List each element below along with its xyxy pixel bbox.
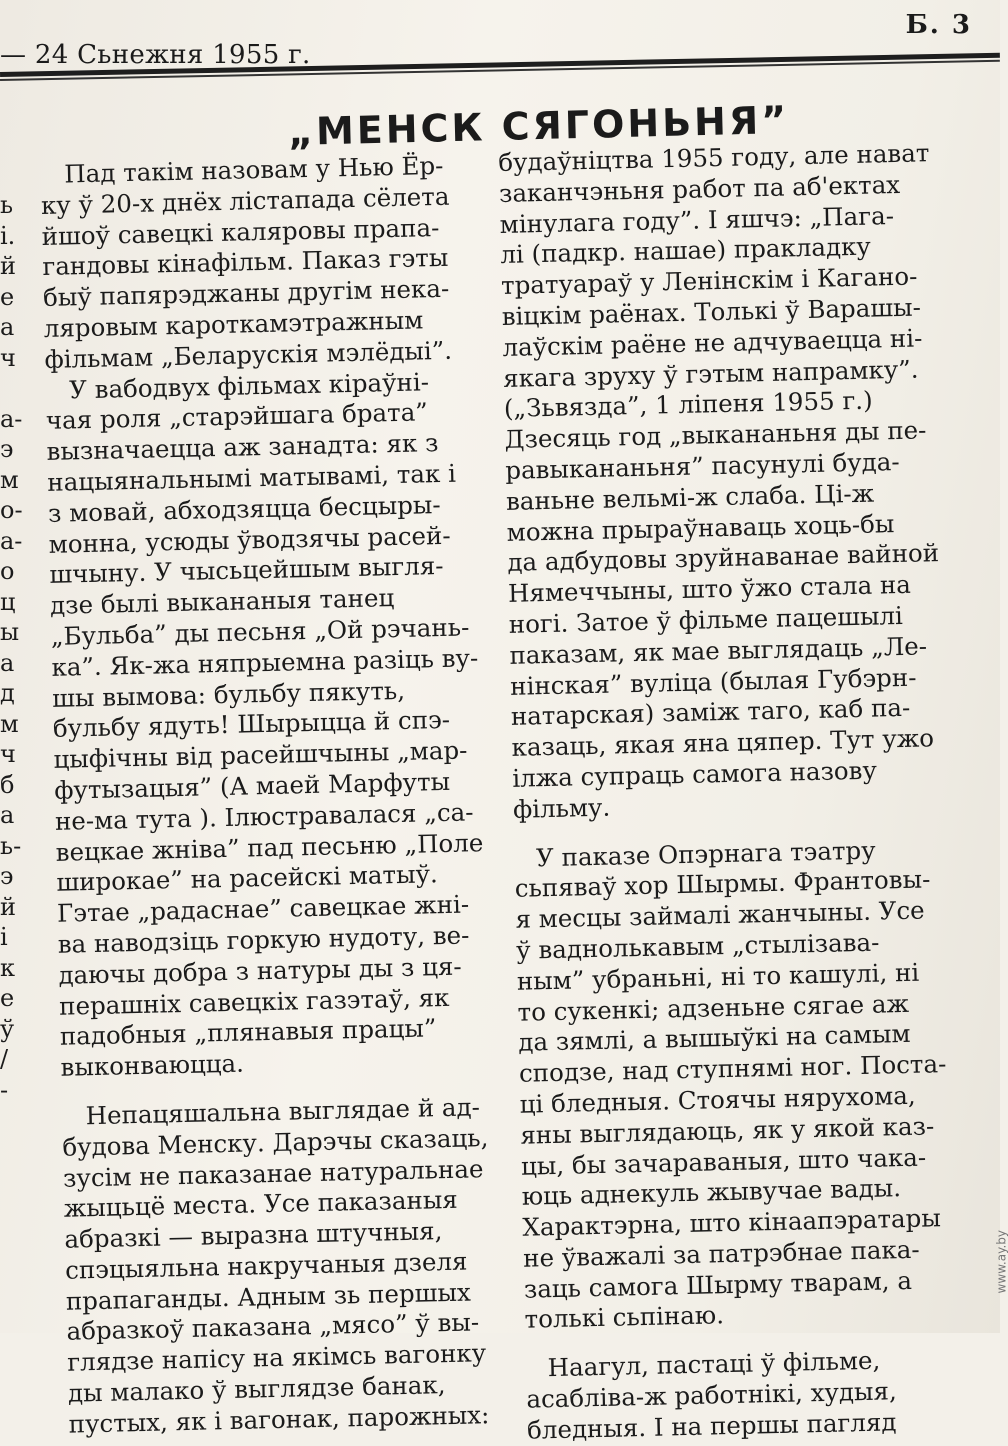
text-line: ку ў 20-х днёх лістапада сёлета bbox=[40, 181, 450, 220]
text-line: тратуараў у Ленінскім і Кагано- bbox=[500, 261, 918, 301]
text-line: Дзесяць год „выкананьня ды пе- bbox=[504, 415, 927, 455]
fragment-line: ы bbox=[0, 618, 20, 646]
text-line: цы, бы зачараваныя, што чака- bbox=[520, 1142, 927, 1181]
article-column-left bbox=[40, 150, 509, 1440]
fragment-line: ў bbox=[0, 1014, 15, 1043]
text-line: натарская) заміж таго, каб па- bbox=[510, 693, 911, 732]
fragment-line: а bbox=[0, 313, 15, 341]
text-line: толькі сьпінаю. bbox=[524, 1300, 725, 1335]
fragment-line: й bbox=[0, 892, 16, 921]
article-title: „МЕНСК СЯГОНЬНЯ” bbox=[287, 97, 790, 155]
fragment-line: е bbox=[0, 282, 15, 311]
text-line: цыфічны від расейшчыны „мар- bbox=[53, 735, 468, 774]
text-line: ў ваднолькавым „стылізава- bbox=[515, 927, 880, 965]
text-line: заканчэньня работ па аб'ектах bbox=[498, 169, 901, 208]
text-line: Пад такім назовам у Нью Ёр- bbox=[63, 150, 444, 189]
fragment-line: э bbox=[0, 862, 14, 890]
text-line: заць самога Шырму тварам, а bbox=[523, 1265, 913, 1304]
text-line: дзе былі выкананыя танец bbox=[49, 583, 395, 621]
text-line: фільмам „Беларускія мэлёдыі”. bbox=[44, 335, 453, 374]
text-line: зусім не паказанае натуральнае bbox=[62, 1153, 484, 1193]
fragment-line: о- bbox=[0, 496, 23, 524]
text-line: не ўважалі за патрэбнае пака- bbox=[522, 1234, 920, 1273]
text-line: абразкі — выразна штучныя, bbox=[64, 1216, 443, 1254]
text-line: яны выглядаюць, як у якой каз- bbox=[520, 1111, 935, 1150]
page-number: Б. 3 bbox=[905, 10, 972, 40]
text-line: ваньне вельмі-ж слаба. Ці-ж bbox=[505, 478, 875, 516]
fragment-line: а bbox=[0, 648, 15, 677]
text-line: нацыянальнымі матывамі, так і bbox=[46, 458, 457, 497]
text-line: выконваюцца. bbox=[60, 1048, 245, 1082]
text-line: лаўскім раёне не адчуваецца ні- bbox=[502, 323, 923, 362]
text-line: з мовай, абходзяцца бесцыры- bbox=[47, 489, 441, 528]
fragment-line: а- bbox=[0, 404, 23, 433]
fragment-line: к bbox=[0, 953, 15, 982]
text-line: ці бледныя. Стоячы нярухома, bbox=[519, 1080, 916, 1119]
fragment-line: э bbox=[0, 435, 14, 463]
fragment-line: ч bbox=[0, 740, 16, 768]
fragment-line: ц bbox=[0, 587, 16, 616]
article-column-right bbox=[498, 137, 997, 1446]
text-line: казаць, якая яна цяпер. Тут ужо bbox=[511, 723, 935, 762]
text-line: падобныя „плянавыя працы” bbox=[59, 1013, 437, 1052]
text-line: мінулага году”. І яшчэ: „Пага- bbox=[499, 200, 895, 239]
fragment-line: м bbox=[0, 465, 19, 494]
text-line: спэцыяльна накручаныя дзеля bbox=[64, 1246, 468, 1285]
text-line: У паказе Опэрнага тэатру bbox=[535, 835, 876, 872]
fragment-line: о bbox=[0, 557, 15, 585]
text-line: вецкае жніва” пад песьню „Поле bbox=[55, 827, 484, 867]
text-line: Гэтае „радаснае” савецкае жні- bbox=[56, 889, 470, 928]
text-line: гандовы кінафільм. Паказ гэты bbox=[42, 243, 449, 282]
text-line: да зямлі, а вышыўкі на самым bbox=[517, 1019, 911, 1058]
previous-column-fragment bbox=[0, 190, 22, 1105]
text-line: быў папярэджаны другім нека- bbox=[42, 273, 450, 313]
watermark: www.ay.by bbox=[994, 1230, 1008, 1294]
text-line: паказам, як мае выглядаць „Ле- bbox=[509, 631, 928, 670]
text-line: не-ма тута ). Ілюстравалася „са- bbox=[54, 797, 474, 836]
text-line: У вабодвух фільмах кіраўні- bbox=[68, 366, 430, 404]
fragment-line: б bbox=[0, 770, 15, 799]
fragment-line: м bbox=[0, 709, 19, 738]
fragment-line: ь- bbox=[0, 831, 22, 860]
text-line: ды малако ў выглядзе банак, bbox=[67, 1370, 446, 1408]
text-line: шы вымова: бульбу пякуть, bbox=[51, 675, 406, 713]
fragment-line: е bbox=[0, 984, 15, 1012]
text-line: йшоў савецкі каляровы прапа- bbox=[41, 212, 440, 251]
text-line: лі (падкр. нашае) пракладку bbox=[500, 231, 872, 270]
text-line: глядзе напісу на якімсь вагонку bbox=[66, 1338, 487, 1377]
text-line: то сукенкі; адзеньне сягае аж bbox=[517, 988, 910, 1027]
fragment-line: / bbox=[0, 1045, 9, 1073]
text-line: даючы добра з натуры ды з ця- bbox=[58, 951, 462, 990]
text-line: вызначаецца аж занадта: як з bbox=[46, 428, 439, 467]
fragment-line bbox=[0, 373, 22, 404]
fragment-line: - bbox=[0, 1075, 9, 1104]
text-line: ляровым кароткамэтражным bbox=[43, 305, 424, 343]
text-line: шчыну. У чысьцейшым выгля- bbox=[49, 551, 444, 590]
text-line: ка”. Як-жа няпрыемна разіць ву- bbox=[51, 642, 479, 682]
text-line: я месцы займалі жанчыны. Усе bbox=[515, 895, 925, 934]
text-line: Нямеччыны, што ўжо стала на bbox=[507, 569, 912, 609]
text-line: футызацыя” (А маей Марфуты bbox=[53, 766, 451, 805]
text-line: сподзе, над ступнямі ног. Поста- bbox=[518, 1049, 947, 1088]
text-line: жыцьцё места. Усе паказаныя bbox=[63, 1185, 459, 1224]
text-line: ва наводзіць горкую нудоту, ве- bbox=[57, 920, 470, 959]
fragment-line: д bbox=[0, 679, 15, 707]
text-line: пустых, як і вагонак, парожных: bbox=[68, 1400, 490, 1439]
text-line: бульбу ядуть! Шырыцца й спэ- bbox=[52, 705, 451, 744]
text-line: ногі. Затое ў фільме пацешылі bbox=[508, 600, 904, 639]
text-line: равыкананьня” пасунулі буда- bbox=[504, 446, 900, 485]
text-line: ілжа супраць самога назову bbox=[511, 755, 878, 793]
fragment-line: а- bbox=[0, 526, 23, 555]
text-line: можна прыраўнаваць хоць-бы bbox=[506, 508, 895, 547]
text-line: Характэрна, што кінаапэратары bbox=[522, 1203, 942, 1242]
text-line: будаўніцтва 1955 году, але нават bbox=[498, 138, 930, 177]
text-line: бледныя. І на першы пагляд bbox=[526, 1407, 897, 1445]
fragment-line: і bbox=[0, 923, 8, 951]
text-line: якага зруху ў гэтым напрамку”. bbox=[502, 354, 919, 393]
text-line: („Зьвязда”, 1 ліпеня 1955 г.) bbox=[503, 385, 873, 424]
text-line: „Бульба” ды песьня „Ой рэчань- bbox=[50, 612, 470, 651]
text-line: Наагул, пастаці ў фільме, bbox=[547, 1345, 881, 1383]
issue-date: — 24 Сьнежня 1955 г. bbox=[0, 40, 311, 70]
text-line: прапаганды. Адным зь першых bbox=[65, 1277, 472, 1316]
fragment-line: й bbox=[0, 252, 16, 280]
text-line: сьпяваў хор Шырмы. Франтовы- bbox=[514, 864, 931, 904]
text-line: монна, усюды ўводзячы расей- bbox=[48, 520, 451, 559]
fragment-line: ч bbox=[0, 343, 16, 372]
text-line: фільму. bbox=[512, 792, 611, 824]
text-line: перашніх савецкіх газэтаў, як bbox=[58, 982, 450, 1021]
text-line: віцкім раёнах. Толькі ў Варашы- bbox=[501, 292, 922, 331]
text-line: широкае” на расейскі матыў. bbox=[56, 859, 439, 898]
text-line: да адбудовы зруйнаванае вайной bbox=[507, 538, 940, 578]
text-line: асабліва-ж работнікі, худыя, bbox=[526, 1376, 898, 1414]
text-line: чая роля „старэйшага брата” bbox=[45, 397, 429, 436]
text-line: абразкоў паказана „мясо” ў вы- bbox=[66, 1307, 480, 1347]
text-line: будова Менску. Дарэчы сказаць, bbox=[62, 1122, 489, 1162]
text-line: нінская” вуліца (былая Губэрн- bbox=[509, 662, 917, 701]
text-line: Непацяшальна выглядае й ад- bbox=[85, 1092, 481, 1131]
text-line: ным” убраньні, ні то кашулі, ні bbox=[516, 957, 920, 996]
fragment-line: а bbox=[0, 801, 15, 829]
fragment-line: ь bbox=[0, 191, 14, 219]
fragment-line: і. bbox=[0, 221, 16, 250]
text-line: юць аднекуль жывучае вады. bbox=[521, 1173, 902, 1212]
